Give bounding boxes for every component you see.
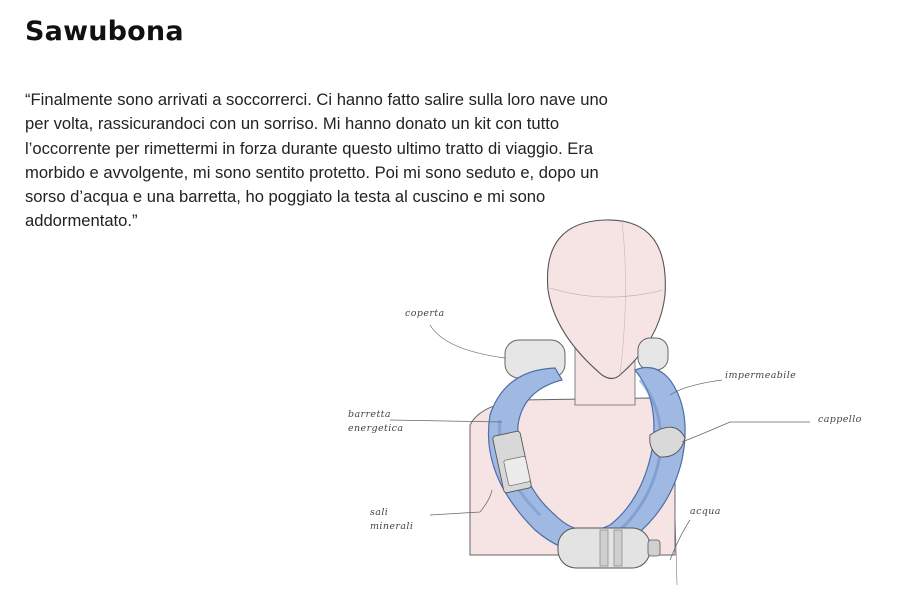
label-acqua: acqua: [690, 506, 721, 517]
page-title: Sawubona: [25, 16, 184, 47]
quote-text: “Finalmente sono arrivati a soccorrerci. Ci hanno fatto salire sulla loro nave uno per volta, rassicurandoci con un sorriso. Mi hanno donato un kit con tutto l’occorrente per rimettermi in forza durante questo ultimo tratto di viaggio. Era morbido e avvolgente, mi sono sentito protetto. Poi mi sono seduto e, dopo un sorso d’acqua e una barretta, ho poggiato la testa al cuscino e mi sono addormentato.”: [25, 90, 608, 231]
leader-coperta: [430, 325, 505, 358]
leader-cappello: [682, 422, 810, 442]
travel-kit-illustration: [330, 210, 900, 600]
label-barretta: barretta energetica: [348, 409, 404, 434]
label-coperta: coperta: [405, 308, 445, 319]
label-cappello: cappello: [818, 414, 862, 425]
label-sali: sali minerali: [370, 507, 414, 532]
travel-kit-sketch: [330, 210, 900, 600]
label-impermeabile: impermeabile: [725, 370, 797, 381]
acqua-bottle: [558, 528, 660, 568]
